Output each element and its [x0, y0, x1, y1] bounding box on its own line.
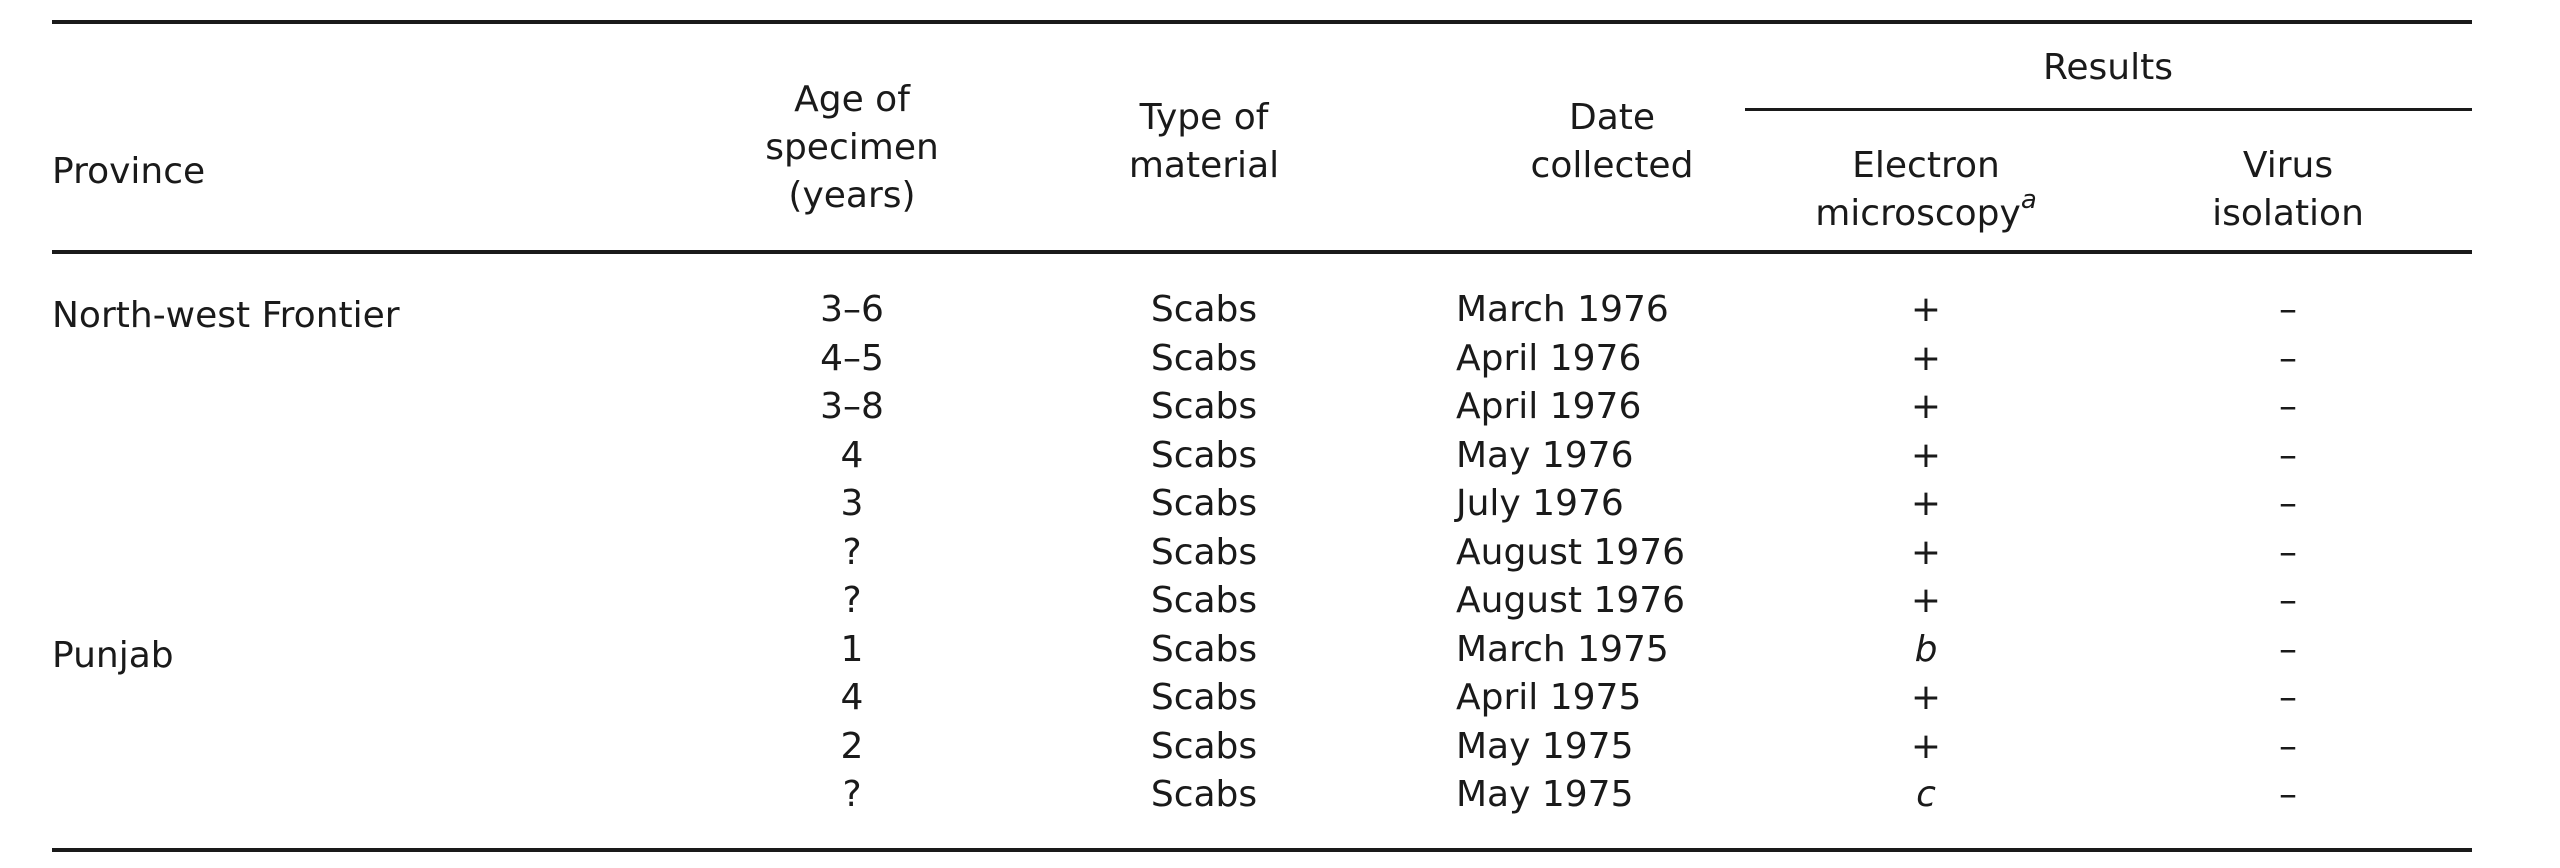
cell-date: August 1976	[1456, 531, 1686, 573]
cell-virus: –	[2279, 725, 2297, 767]
cell-virus: –	[2279, 337, 2297, 379]
header-electron	[1815, 142, 2037, 238]
cell-date: April 1976	[1456, 337, 1642, 379]
header-age	[765, 76, 939, 220]
cell-type: Scabs	[1150, 774, 1258, 815]
cell-virus: –	[2279, 580, 2297, 621]
cell-electron: +	[1910, 483, 1942, 524]
header-type-line-2: material	[1128, 145, 1280, 186]
cell-electron: c	[1916, 774, 1936, 815]
cell-age: ?	[842, 531, 862, 573]
cell-age: ?	[842, 580, 862, 621]
results-header-rule	[1745, 108, 2472, 111]
header-date	[1531, 94, 1694, 190]
cell-date: March 1975	[1456, 628, 1669, 670]
cell-type: Scabs	[1150, 677, 1258, 718]
cell-age: 3–8	[820, 386, 884, 427]
header-date-line-1: Date	[1568, 97, 1656, 138]
cell-electron: +	[1910, 289, 1942, 330]
footnote-a-marker: a	[2020, 185, 2037, 215]
cell-age: ?	[842, 774, 862, 815]
cell-electron: +	[1910, 434, 1942, 476]
cell-electron: +	[1910, 677, 1942, 718]
cell-date: May 1975	[1456, 774, 1634, 815]
table-top-rule	[52, 20, 2472, 24]
cell-type: Scabs	[1150, 289, 1258, 330]
cell-age: 2	[840, 725, 864, 767]
header-province: Province	[52, 151, 206, 192]
cell-date: August 1976	[1456, 580, 1686, 621]
header-date-line-2: collected	[1530, 145, 1694, 186]
cell-age: 3	[840, 483, 864, 524]
cell-type: Scabs	[1150, 386, 1258, 427]
cell-date: May 1975	[1456, 725, 1634, 767]
header-virus	[2212, 142, 2364, 238]
cell-electron: b	[1914, 628, 1938, 670]
cell-type: Scabs	[1150, 337, 1258, 379]
cell-virus: –	[2279, 677, 2297, 718]
cell-electron: +	[1910, 386, 1942, 427]
header-type-line-1: Type of	[1139, 97, 1269, 138]
cell-virus: –	[2279, 774, 2297, 815]
cell-electron: +	[1910, 531, 1942, 573]
header-type	[1129, 94, 1279, 190]
cell-type: Scabs	[1150, 580, 1258, 621]
cell-age: 4	[840, 677, 864, 718]
cell-date: May 1976	[1456, 434, 1634, 476]
cell-type: Scabs	[1150, 725, 1258, 767]
cell-virus: –	[2279, 434, 2297, 476]
cell-type: Scabs	[1150, 531, 1258, 573]
cell-electron: +	[1910, 725, 1942, 767]
cell-type: Scabs	[1150, 628, 1258, 670]
header-results: Results	[2043, 47, 2173, 88]
cell-electron: +	[1910, 337, 1942, 379]
header-electron-line-2	[1815, 185, 2037, 238]
cell-date: April 1975	[1456, 677, 1642, 718]
cell-electron: +	[1910, 580, 1942, 621]
header-age-line-1: Age of	[794, 79, 910, 120]
cell-age: 4–5	[820, 337, 884, 379]
cell-virus: –	[2279, 483, 2297, 524]
header-bottom-rule	[52, 250, 2472, 254]
cell-province: North-west Frontier	[52, 295, 400, 336]
header-age-line-2: specimen	[765, 127, 939, 168]
cell-age: 1	[840, 628, 864, 670]
header-virus-line-1: Virus	[2242, 145, 2334, 186]
cell-type: Scabs	[1150, 434, 1258, 476]
header-electron-line-2-text: microscopy	[1815, 193, 2021, 234]
cell-virus: –	[2279, 531, 2297, 573]
header-electron-line-1: Electron	[1852, 145, 2000, 186]
header-age-line-3: (years)	[788, 175, 916, 216]
cell-virus: –	[2279, 289, 2297, 330]
cell-virus: –	[2279, 386, 2297, 427]
cell-date: March 1976	[1456, 289, 1669, 330]
cell-date: July 1976	[1456, 483, 1624, 524]
cell-date: April 1976	[1456, 386, 1642, 427]
cell-province: Punjab	[52, 634, 174, 676]
table-bottom-rule	[52, 848, 2472, 852]
cell-age: 3–6	[820, 289, 884, 330]
cell-virus: –	[2279, 628, 2297, 670]
header-virus-line-2: isolation	[2212, 193, 2364, 234]
cell-age: 4	[840, 434, 864, 476]
cell-type: Scabs	[1150, 483, 1258, 524]
